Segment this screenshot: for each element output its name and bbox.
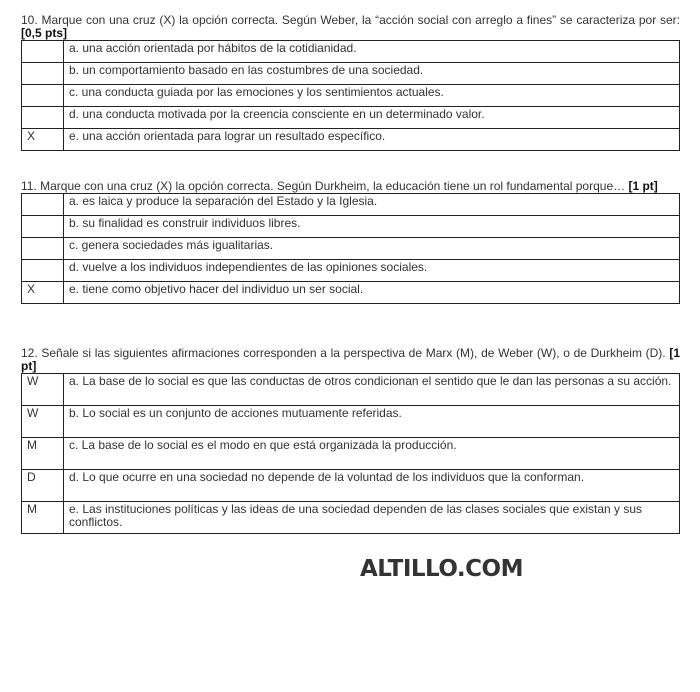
table-row xyxy=(22,63,680,85)
table-row xyxy=(22,260,680,282)
table-row xyxy=(22,238,680,260)
table-row xyxy=(22,438,680,470)
table-row xyxy=(22,282,680,304)
question-11-table xyxy=(21,193,680,304)
statement-text: b. Lo social es un conjunto de acciones mutuamente referidas. xyxy=(64,406,680,438)
answer-mark xyxy=(22,85,64,107)
answer-mark: D xyxy=(22,470,64,502)
table-row xyxy=(22,406,680,438)
statement-text: d. Lo que ocurre en una sociedad no depende de la voluntad de los individuos que la conforman. xyxy=(64,470,680,502)
table-row xyxy=(22,374,680,406)
statement-text: c. La base de lo social es el modo en que está organizada la producción. xyxy=(64,438,680,470)
question-12-points: [1 pt] xyxy=(21,346,680,373)
option-text: a. es laica y produce la separación del Estado y la Iglesia. xyxy=(64,194,680,216)
table-row xyxy=(22,502,680,534)
option-text: b. su finalidad es construir individuos libres. xyxy=(64,216,680,238)
question-12-table xyxy=(21,373,680,534)
answer-mark xyxy=(22,107,64,129)
table-row xyxy=(22,129,680,151)
option-text: a. una acción orientada por hábitos de la cotidianidad. xyxy=(64,41,680,63)
answer-mark xyxy=(22,238,64,260)
option-text: c. genera sociedades más igualitarias. xyxy=(64,238,680,260)
question-11-text: 11. Marque con una cruz (X) la opción correcta. Según Durkheim, la educación tiene un rol fundamental porque… [1 pt] xyxy=(21,179,658,193)
table-row xyxy=(22,107,680,129)
answer-mark: X xyxy=(22,282,64,304)
option-text: b. un comportamiento basado en las costumbres de una sociedad. xyxy=(64,63,680,85)
option-text: e. tiene como objetivo hacer del individuo un ser social. xyxy=(64,282,680,304)
table-row xyxy=(22,85,680,107)
answer-mark: M xyxy=(22,502,64,534)
question-10-points: [0,5 pts] xyxy=(21,26,68,40)
question-11-points: [1 pt] xyxy=(628,179,658,193)
answer-mark: M xyxy=(22,438,64,470)
option-text: d. vuelve a los individuos independientes de las opiniones sociales. xyxy=(64,260,680,282)
option-text: c. una conducta guiada por las emociones y los sentimientos actuales. xyxy=(64,85,680,107)
table-row xyxy=(22,194,680,216)
question-12 xyxy=(21,347,680,534)
question-11 xyxy=(21,180,680,304)
answer-mark xyxy=(22,194,64,216)
table-row xyxy=(22,216,680,238)
statement-text: a. La base de lo social es que las conductas de otros condicionan el sentido que le dan las personas a su acción. xyxy=(64,374,680,406)
answer-mark: W xyxy=(22,374,64,406)
altillo-watermark-logo: ALTILLO.COM xyxy=(360,556,523,582)
table-row xyxy=(22,470,680,502)
question-10 xyxy=(21,14,680,151)
option-text: d. una conducta motivada por la creencia consciente en un determinado valor. xyxy=(64,107,680,129)
answer-mark xyxy=(22,260,64,282)
question-12-text: 12. Señale si las siguientes afirmaciones corresponden a la perspectiva de Marx (M), de Weber (W), o de Durkheim (D). [1 pt] xyxy=(21,346,680,373)
question-10-text: 10. Marque con una cruz (X) la opción correcta. Según Weber, la “acción social con arreglo a fines” se caracteriza por ser: [0,5 pts] xyxy=(21,13,680,40)
answer-mark: W xyxy=(22,406,64,438)
table-row xyxy=(22,41,680,63)
answer-mark xyxy=(22,216,64,238)
option-text: e. una acción orientada para lograr un resultado específico. xyxy=(64,129,680,151)
answer-mark xyxy=(22,41,64,63)
statement-text: e. Las instituciones políticas y las ideas de una sociedad dependen de las clases sociales que existan y sus conflictos. xyxy=(64,502,680,534)
question-10-table xyxy=(21,40,680,151)
answer-mark: X xyxy=(22,129,64,151)
answer-mark xyxy=(22,63,64,85)
